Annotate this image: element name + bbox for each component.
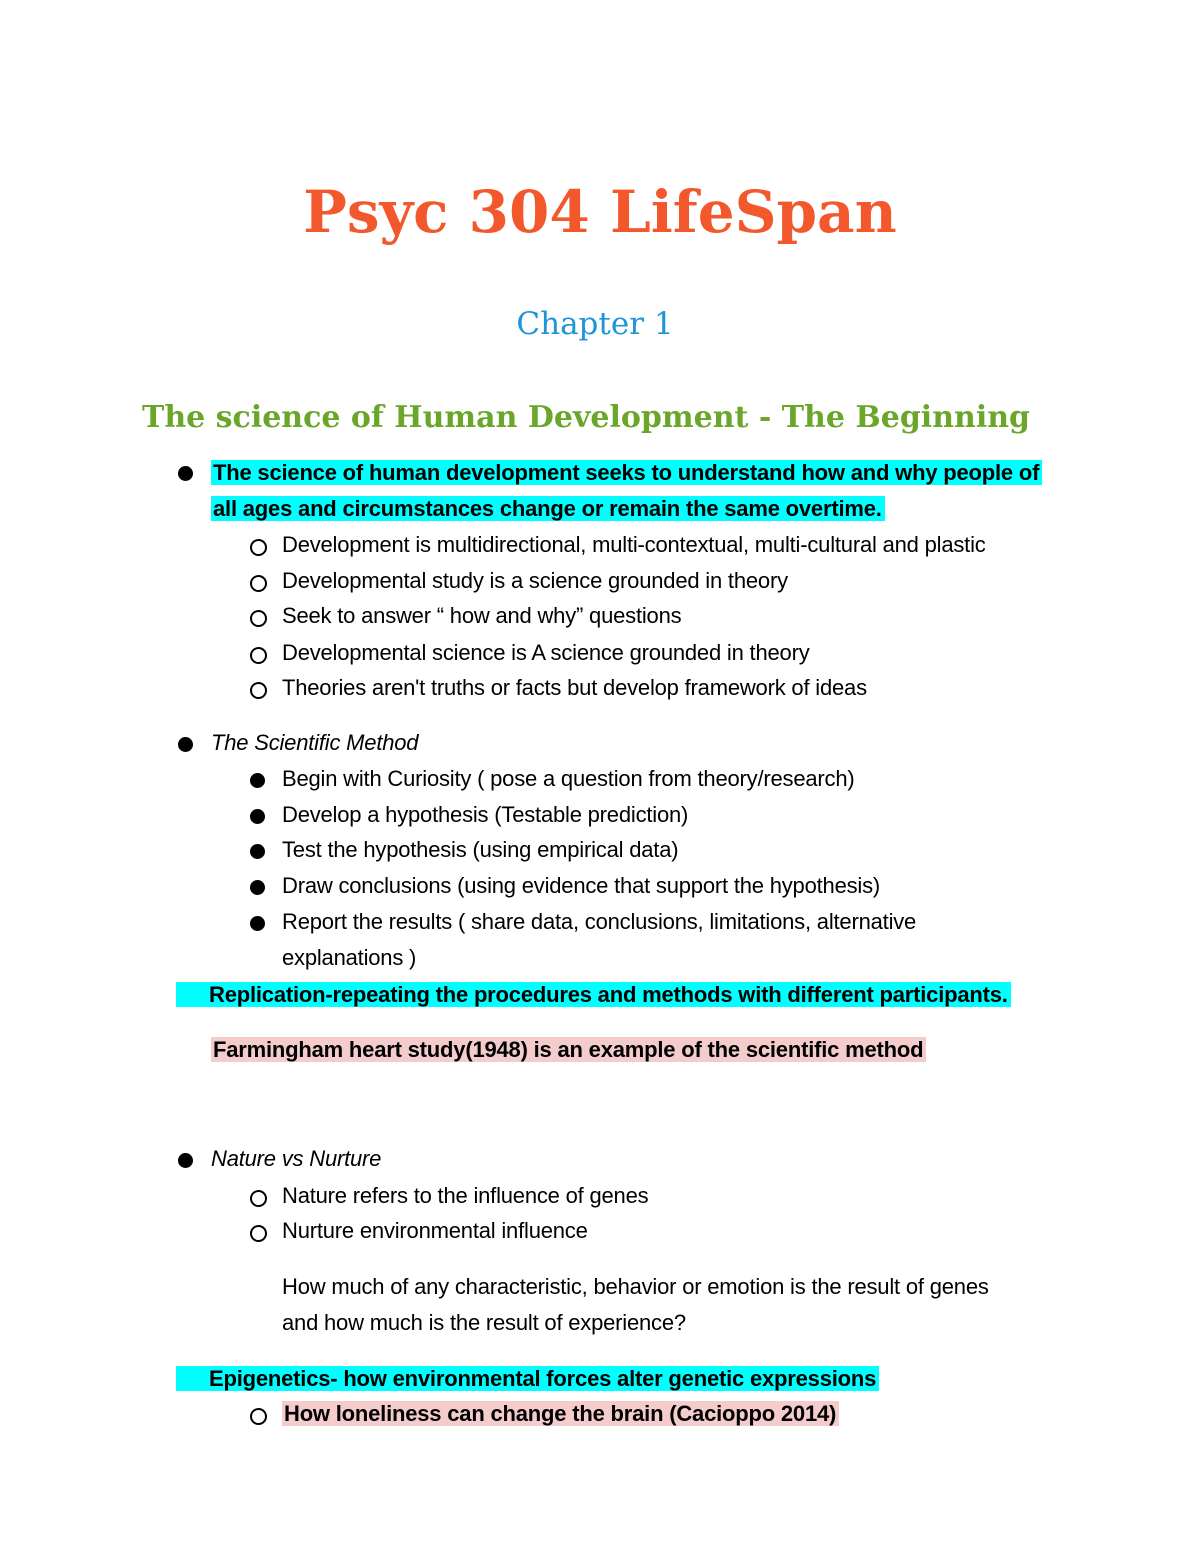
nature-sub-item: Nature refers to the influence of genes <box>282 1183 649 1208</box>
chapter-label: Chapter 1 <box>516 306 674 342</box>
science-sub-item: Developmental study is a science grounded in theory <box>282 568 788 593</box>
filled-bullet-icon <box>250 809 265 824</box>
epigenetics-line: Epigenetics- how environmental forces alter genetic expressions <box>178 1364 879 1394</box>
nature-question-line1: How much of any characteristic, behavior or emotion is the result of genes <box>282 1274 989 1299</box>
hollow-bullet-icon <box>250 539 267 556</box>
hollow-bullet-icon <box>250 1225 267 1242</box>
hollow-bullet-icon <box>250 610 267 627</box>
science-sub-item: Developmental science is A science grounded in theory <box>282 640 810 665</box>
science-sub-item: Theories aren't truths or facts but develop framework of ideas <box>282 675 867 700</box>
nature-question-line2: and how much is the result of experience? <box>282 1310 686 1335</box>
filled-bullet-icon <box>250 916 265 931</box>
farmingham-example: Farmingham heart study(1948) is an example of the scientific method <box>211 1035 926 1065</box>
method-step: Draw conclusions (using evidence that support the hypothesis) <box>282 873 881 898</box>
replication-line: Replication-repeating the procedures and methods with different participants. <box>178 980 1011 1010</box>
method-step-continuation: explanations ) <box>282 945 417 970</box>
filled-bullet-icon <box>178 466 193 481</box>
method-step: Report the results ( share data, conclusions, limitations, alternative <box>282 909 917 934</box>
hollow-bullet-icon <box>250 1190 267 1207</box>
hollow-bullet-icon <box>250 1408 267 1425</box>
science-sub-item: Development is multidirectional, multi-contextual, multi-cultural and plastic <box>282 532 986 557</box>
nature-nurture-label: Nature vs Nurture <box>211 1146 382 1171</box>
document-title: Psyc 304 LifeSpan <box>303 178 897 246</box>
method-step: Develop a hypothesis (Testable prediction) <box>282 802 689 827</box>
hollow-bullet-icon <box>250 647 267 664</box>
nature-sub-item: Nurture environmental influence <box>282 1218 588 1243</box>
science-sub-item: Seek to answer “ how and why” questions <box>282 603 682 628</box>
filled-bullet-icon <box>250 844 265 859</box>
method-step: Test the hypothesis (using empirical data) <box>282 837 679 862</box>
hollow-bullet-icon <box>250 575 267 592</box>
hollow-bullet-icon <box>250 682 267 699</box>
filled-bullet-icon <box>250 880 265 895</box>
method-step: Begin with Curiosity ( pose a question from theory/research) <box>282 766 855 791</box>
epigenetics-sub-item: How loneliness can change the brain (Cacioppo 2014) <box>282 1399 839 1429</box>
filled-bullet-icon <box>178 1153 193 1168</box>
science-definition-line2: all ages and circumstances change or remain the same overtime. <box>211 494 885 524</box>
filled-bullet-icon <box>250 773 265 788</box>
filled-bullet-icon <box>178 737 193 752</box>
science-definition-line1: The science of human development seeks to understand how and why people of <box>211 458 1042 488</box>
section-heading: The science of Human Development - The Beginning <box>142 400 1031 435</box>
scientific-method-label: The Scientific Method <box>211 730 419 755</box>
